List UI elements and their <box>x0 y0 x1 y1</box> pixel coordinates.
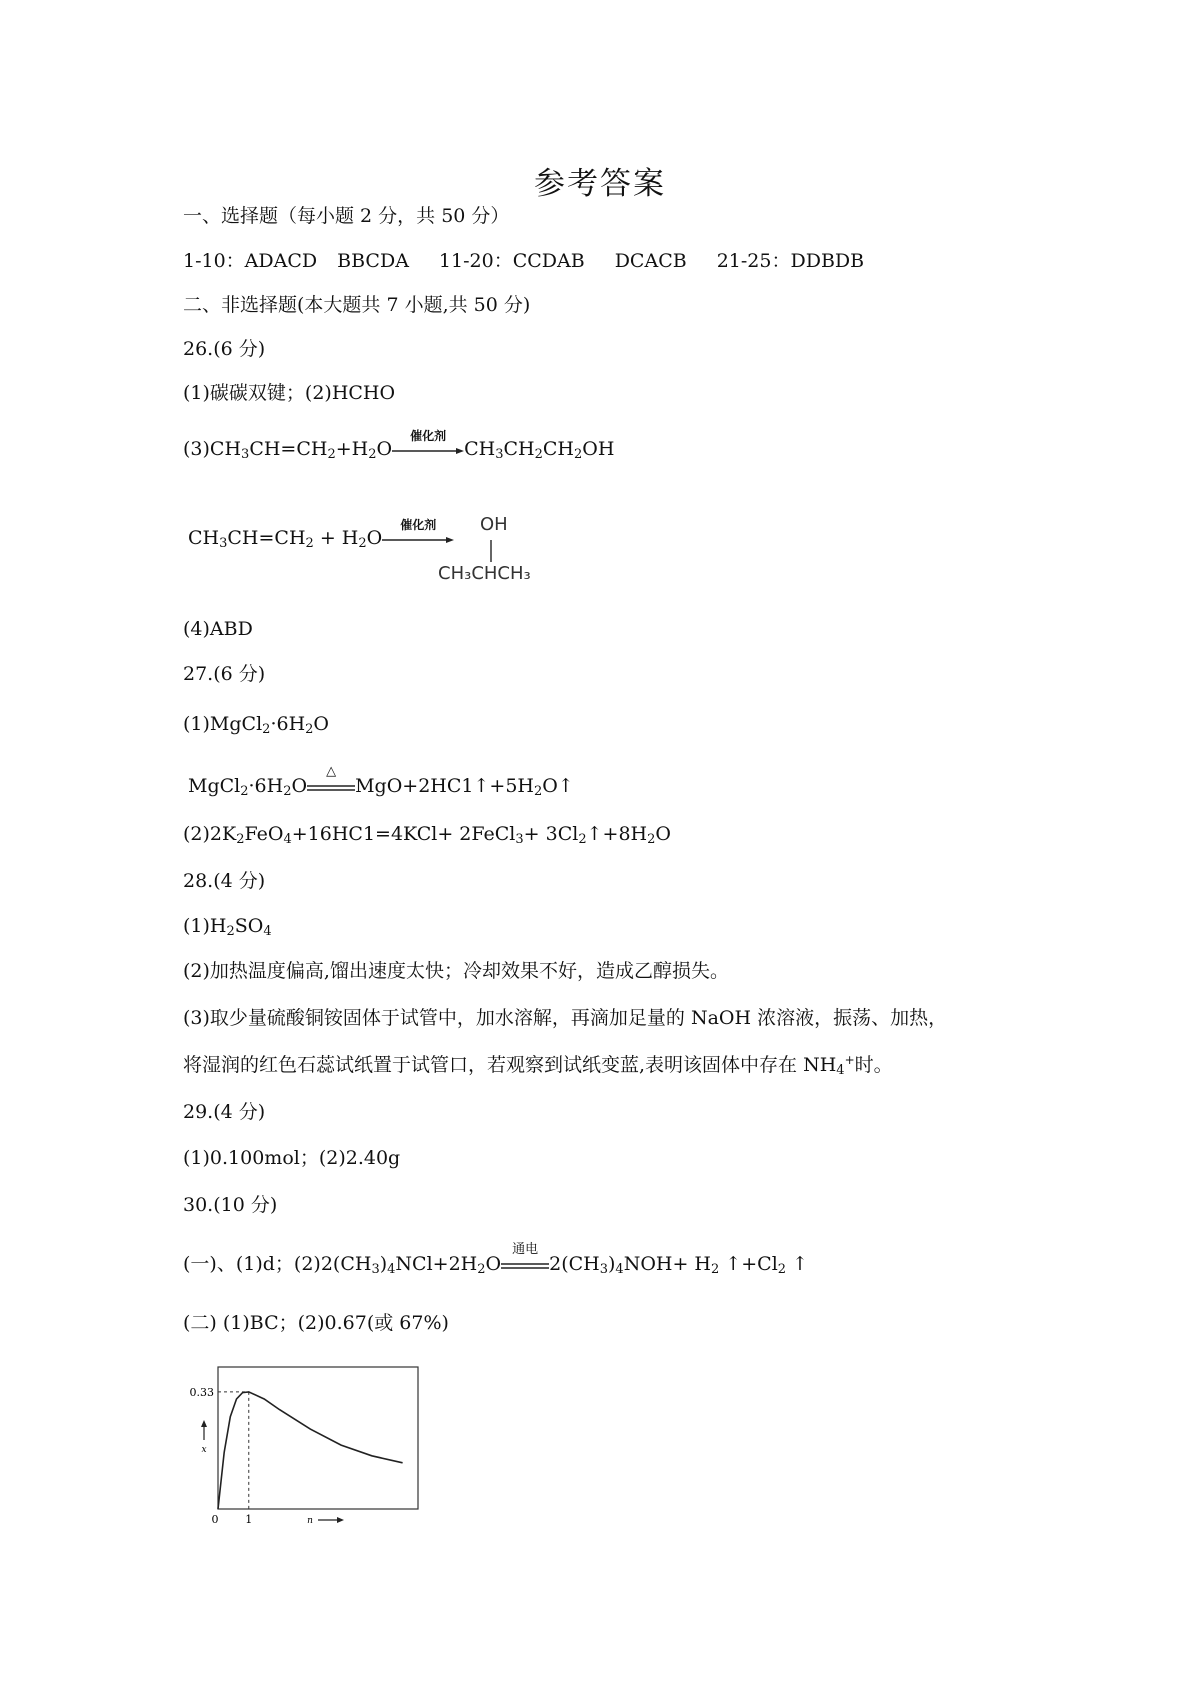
q28-answer-3-cont: 将湿润的红色石蕊试纸置于试管口，若观察到试纸变蓝,表明该固体中存在 $NH_4^+$时。 <box>183 1053 893 1078</box>
q28-answer-3: (3)取少量硫酸铜铵固体于试管中，加水溶解，再滴加足量的 NaOH 浓溶液，振荡、加热， <box>183 1007 948 1029</box>
structure-bond <box>489 540 493 564</box>
catalyst-label: 催化剂 <box>410 429 447 443</box>
delta-label: △ <box>326 764 337 779</box>
answers-1-10-part2: BBCDA <box>337 250 409 272</box>
q30-answer-2: (二) (1)BC；(2)0.67(或 67%) <box>183 1312 449 1334</box>
q27-answer-1: $(1)MgCl_2\cdot 6H_2O$ <box>183 713 329 737</box>
q29-heading: 29.(4 分) <box>183 1101 266 1123</box>
isopropanol-structure-main: CH₃CHCH₃ <box>438 563 531 584</box>
multiple-choice-answers <box>183 249 864 273</box>
series-line <box>218 1392 403 1509</box>
catalyst-arrow <box>392 429 464 461</box>
answers-11-20-part2: DCACB <box>614 250 687 272</box>
answers-21-25: 21-25：DDBDB <box>716 250 865 272</box>
catalyst-arrow-2 <box>382 518 454 550</box>
q30-heading: 30.(10 分) <box>183 1194 278 1216</box>
q27-heading: 27.(6 分) <box>183 663 266 685</box>
section-1-header: 一、选择题（每小题 2 分，共 50 分） <box>183 205 510 227</box>
answers-1-10: 1-10：ADACD <box>183 250 318 272</box>
q30-answer-1: (一)、(1)d；$(2)2(CH_3)_4NCl+2H_2O$ 通电 $2(CH_3)_4NOH+ H_2$ $↑+Cl_2$ ↑ <box>183 1252 808 1276</box>
y-axis-label: x <box>201 1445 207 1455</box>
catalyst-label-2: 催化剂 <box>400 518 437 532</box>
x-tick-label: 0 <box>211 1513 219 1526</box>
q27-answer-2: $(2)2K_2FeO_4+16HC1=4KCl+$ 2FeCl$_3$+ $3Cl_2↑+8H_2O$ <box>183 823 671 847</box>
q26-answer-4: (4)ABD <box>183 618 253 640</box>
x-axis-label: n <box>307 1516 313 1526</box>
page-title: 参考答案 <box>534 166 666 202</box>
y-tick-label: 0.33 <box>189 1385 214 1399</box>
y-axis-arrowhead <box>201 1420 207 1427</box>
electrolysis-label: 通电 <box>512 1242 539 1257</box>
section-2-header: 二、非选择题(本大题共 7 小题,共 50 分) <box>183 294 531 316</box>
q26-answer-1-2: (1)碳碳双键；(2)HCHO <box>183 382 396 404</box>
plot-frame <box>218 1367 418 1509</box>
q26-heading: 26.(6 分) <box>183 338 266 360</box>
q28-heading: 28.(4 分) <box>183 870 266 892</box>
isopropanol-structure-oh: OH <box>480 514 508 535</box>
q26-equation-1: $(3)CH_3CH=CH_2+H_2O$ 催化剂 $CH_3CH_2CH_2OH$ <box>183 437 614 461</box>
q28-answer-2: (2)加热温度偏高,馏出速度太快；冷却效果不好，造成乙醇损失。 <box>183 960 729 982</box>
electrolysis-equals-sign <box>501 1242 549 1276</box>
q28-answer-1: $(1)H_2SO_4$ <box>183 915 272 939</box>
q26-equation-2: $CH_3CH=CH_2 + H_2O$ 催化剂 <box>188 526 454 550</box>
q27-equation: $MgCl_2\cdot 6H_2O$ △ $MgO+2HC1↑+5H_2O↑$ <box>188 774 574 798</box>
x-tick-label: 1 <box>245 1513 253 1526</box>
answer-curve-chart <box>180 1360 430 1540</box>
answers-11-20: 11-20：CCDAB <box>438 250 585 272</box>
q29-answer: (1)0.100mol；(2)2.40g <box>183 1147 401 1169</box>
x-axis-arrowhead <box>337 1517 344 1523</box>
heating-equals-sign <box>307 764 355 798</box>
